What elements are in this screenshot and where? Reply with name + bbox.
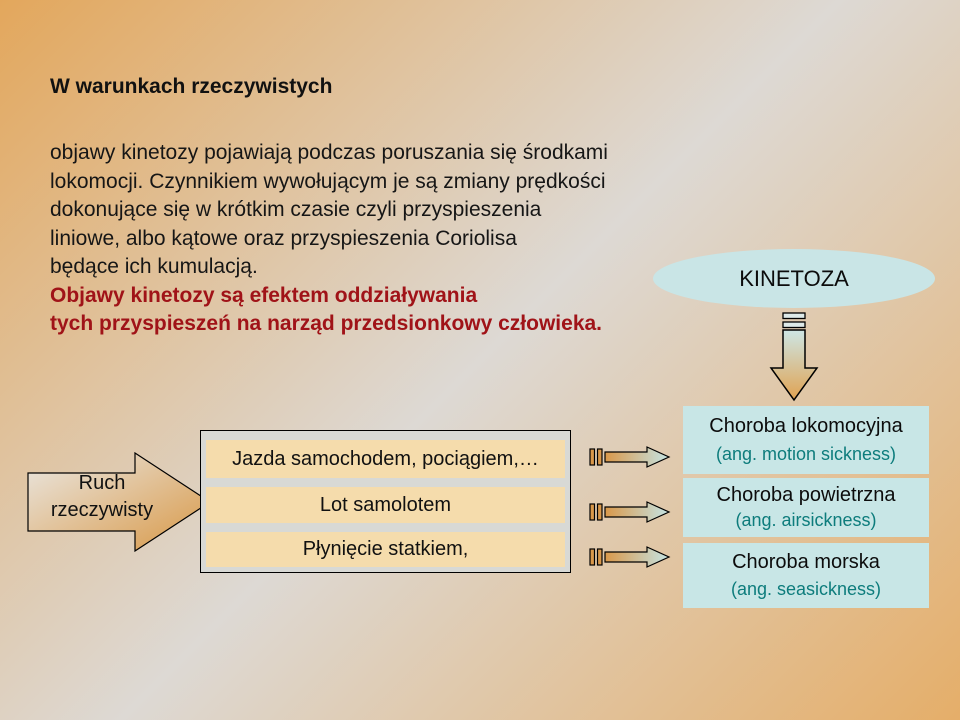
disease-name: Choroba lokomocyjna <box>709 414 903 437</box>
intro-line: będące ich kumulacją. <box>50 255 258 278</box>
kinetoza-ellipse <box>653 249 935 308</box>
ruch-arrow-label: Ruch rzeczywisty <box>50 472 154 521</box>
disease-english-name: (ang. seasickness) <box>730 579 882 600</box>
intro-line: liniowe, albo kątowe oraz przyspieszenia Coriolisa <box>50 226 517 250</box>
disease-english-name: (ang. motion sickness) <box>715 444 897 465</box>
disease-name: Choroba morska <box>732 550 880 573</box>
flow-arrow-icon <box>588 545 672 569</box>
page-title: W warunkach rzeczywistych <box>50 75 333 98</box>
intro-paragraph <box>50 139 608 339</box>
emphasis-line: tych przyspieszeń na narząd przedsionkowy człowieka. <box>50 312 603 335</box>
emphasis-line: Objawy kinetozy są efektem oddziaływania <box>50 283 478 307</box>
transport-mode-label: Lot samolotem <box>319 493 452 516</box>
disease-english-name: (ang. airsickness) <box>735 510 877 531</box>
flow-arrow-icon <box>588 500 672 524</box>
disease-name: Choroba powietrzna <box>716 483 896 506</box>
kinetoza-label: KINETOZA <box>739 265 849 291</box>
disease-box <box>683 406 929 474</box>
transport-modes-panel <box>200 430 571 573</box>
transport-mode-row <box>206 440 565 478</box>
transport-mode-row <box>206 532 565 567</box>
disease-box <box>683 543 929 608</box>
transport-mode-label: Jazda samochodem, pociągiem,… <box>232 447 539 470</box>
intro-line: dokonujące się w krótkim czasie czyli przyspieszenia <box>50 198 542 221</box>
transport-mode-label: Płynięcie statkiem, <box>302 538 469 560</box>
disease-box <box>683 478 929 537</box>
transport-mode-row <box>206 487 565 523</box>
flow-arrow-icon <box>588 445 672 469</box>
down-striped-arrow-icon <box>769 310 819 404</box>
intro-line: objawy kinetozy pojawiają podczas poruszania się środkami <box>50 141 608 164</box>
intro-line: lokomocji. Czynnikiem wywołującym je są zmiany prędkości <box>50 169 606 193</box>
